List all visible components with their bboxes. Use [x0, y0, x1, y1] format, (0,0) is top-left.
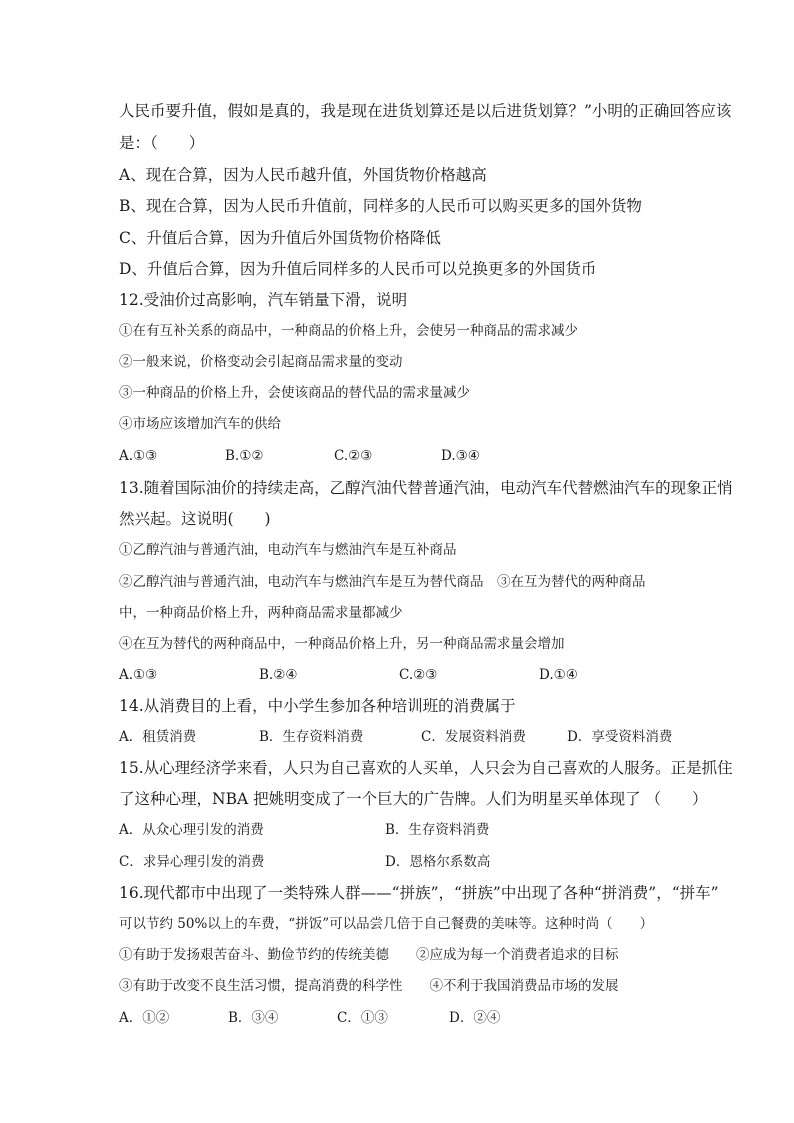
statement-line: ④市场应该增加汽车的供给	[119, 416, 281, 432]
statement-line: ②乙醇汽油与普通汽油，电动汽车与燃油汽车是互为替代商品 ③在互为替代的两种商品	[119, 574, 646, 590]
statement-line: ①乙醇汽油与普通汽油，电动汽车与燃油汽车是互补商品	[119, 542, 457, 558]
option-line: B、现在合算，因为人民币升值前，同样多的人民币可以购买更多的国外货物	[119, 197, 642, 215]
option-d: D.①④	[539, 667, 578, 683]
statement-line: ④在互为替代的两种商品中，一种商品价格上升，另一种商品需求量会增加	[119, 636, 565, 652]
option-c: C．发展资料消费	[421, 729, 526, 745]
text-line: 然兴起。这说明( )	[119, 510, 271, 528]
option-line: D、升值后合算，因为升值后同样多的人民币可以兑换更多的外国货币	[119, 260, 597, 278]
q15-options-row2	[119, 852, 709, 872]
option-c: C.②③	[334, 448, 373, 464]
statement-line: ①在有互补关系的商品中，一种商品的价格上升，会使另一种商品的需求减少	[119, 323, 578, 339]
option-a: A.①③	[119, 448, 158, 464]
option-b: B．③④	[228, 1010, 279, 1026]
statement-line: ②一般来说，价格变动会引起商品需求量的变动	[119, 354, 403, 370]
statement-line: ①有助于发扬艰苦奋斗、勤俭节约的传统美德 ②应成为每一个消费者追求的目标	[119, 947, 619, 963]
question-14: 14.从消费目的上看，中小学生参加各种培训班的消费属于	[119, 697, 516, 715]
option-c: C．求异心理引发的消费	[119, 854, 265, 870]
option-b: B．生存资料消费	[385, 822, 490, 838]
question-15: 15.从心理经济学来看，人只为自己喜欢的人买单，人只会为自己喜欢的人服务。正是抓住	[119, 759, 733, 777]
option-b: B.①②	[225, 448, 264, 464]
q15-options-row1	[119, 820, 709, 840]
option-d: D．②④	[449, 1010, 501, 1026]
statement-line: ③有助于改变不良生活习惯，提高消费的科学性 ④不利于我国消费品市场的发展	[119, 978, 619, 994]
q16-options	[119, 1008, 709, 1028]
text-line: 了这种心理，NBA 把姚明变成了一个巨大的广告牌。人们为明星买单体现了 （ ）	[119, 790, 708, 808]
option-line: C、升值后合算，因为升值后外国货物价格降低	[119, 229, 441, 247]
q14-options	[119, 727, 709, 747]
question-16: 16.现代都市中出现了一类特殊人群——“拼族”，“拼族”中出现了各种“拼消费”，“拼车”	[119, 884, 719, 902]
option-c: C．①③	[337, 1010, 388, 1026]
option-b: B．生存资料消费	[259, 729, 364, 745]
option-b: B.②④	[259, 667, 298, 683]
text-line: 人民币要升值，假如是真的，我是现在进货划算还是以后进货划算？”小明的正确回答应该	[119, 102, 732, 120]
question-13: 13.随着国际油价的持续走高，乙醇汽油代替普通汽油，电动汽车代替燃油汽车的现象正悄	[119, 479, 733, 497]
text-line: 可以节约 50%以上的车费，“拼饭”可以品尝几倍于自己餐费的美味等。这种时尚（ ）	[119, 916, 654, 932]
question-12: 12.受油价过高影响，汽车销量下滑，说明	[119, 291, 408, 309]
option-a: A．租赁消费	[119, 729, 197, 745]
statement-line: ③一种商品的价格上升，会使该商品的替代品的需求量减少	[119, 385, 470, 401]
option-a: A.①③	[119, 667, 158, 683]
option-c: C.②③	[399, 667, 438, 683]
option-a: A．①②	[119, 1010, 170, 1026]
option-line: A、现在合算，因为人民币越升值，外国货物价格越高	[119, 166, 487, 184]
q13-options	[119, 665, 709, 685]
option-d: D．享受资料消费	[567, 729, 673, 745]
option-d: D．恩格尔系数高	[385, 854, 491, 870]
option-a: A．从众心理引发的消费	[119, 822, 264, 838]
q12-options	[119, 446, 709, 466]
statement-line: 中，一种商品价格上升，两种商品需求量都减少	[119, 605, 403, 621]
text-line: 是：（ ）	[119, 134, 205, 152]
option-d: D.③④	[441, 448, 480, 464]
